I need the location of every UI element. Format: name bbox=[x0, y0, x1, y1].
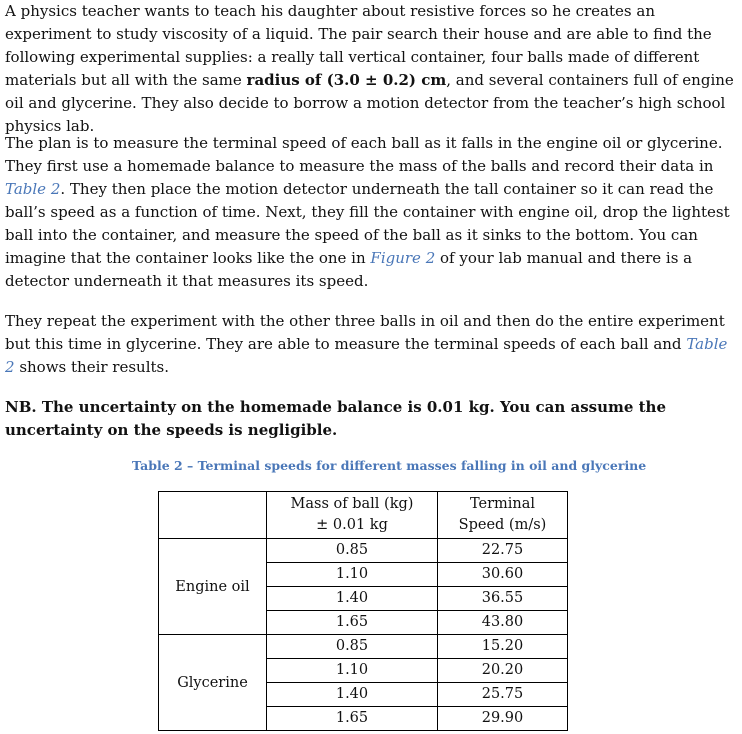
mass-cell: 1.10 bbox=[267, 659, 438, 683]
header-empty-cell bbox=[159, 492, 267, 539]
group-label-engine-oil: Engine oil bbox=[159, 539, 267, 635]
mass-cell: 1.65 bbox=[267, 611, 438, 635]
mass-cell: 1.40 bbox=[267, 683, 438, 707]
speed-cell: 29.90 bbox=[438, 707, 568, 731]
table-2-reference-link[interactable]: Table 2 bbox=[5, 335, 728, 376]
mass-cell: 0.85 bbox=[267, 539, 438, 563]
figure-2-reference-link[interactable]: Figure 2 bbox=[370, 249, 436, 267]
table-row bbox=[159, 635, 568, 659]
text-span: of your lab manual and there is a detector underneath it that measures its speed. bbox=[5, 249, 693, 290]
table-header-row bbox=[159, 492, 568, 539]
speed-cell: 20.20 bbox=[438, 659, 568, 683]
mass-cell: 1.40 bbox=[267, 587, 438, 611]
speed-cell: 15.20 bbox=[438, 635, 568, 659]
table-row bbox=[159, 539, 568, 563]
speed-cell: 25.75 bbox=[438, 683, 568, 707]
mass-cell: 1.65 bbox=[267, 707, 438, 731]
header-speed-label-2: Speed (m/s) bbox=[458, 517, 547, 533]
text-span: The plan is to measure the terminal speed of each ball as it falls in the engine oil or glycerine. They first use a homemade balance to measure the mass of the balls and record their data in bbox=[5, 134, 723, 175]
uncertainty-note: NB. The uncertainty on the homemade balance is 0.01 kg. You can assume the uncertainty on the speeds is negligible. bbox=[5, 398, 667, 439]
speed-cell: 43.80 bbox=[438, 611, 568, 635]
header-speed-cell bbox=[438, 492, 568, 539]
text-span: A physics teacher wants to teach his daughter about resistive forces so he creates an experiment to study viscosity of a liquid. The pair search their house and are able to find the following experimental supplies: a really tall vertical container, four balls made of different materials but all with the same bbox=[5, 2, 712, 89]
header-mass-cell bbox=[267, 492, 438, 539]
intro-paragraph bbox=[5, 0, 735, 138]
text-span: shows their results. bbox=[14, 358, 170, 376]
group-label-glycerine: Glycerine bbox=[159, 635, 267, 731]
text-span: . They then place the motion detector underneath the tall container so it can read the ball’s speed as a function of time. Next, they fill the container with engine oil, drop the lightest ball into the container, and measure the speed of the ball as it sinks to the bottom. You can imagine that the container looks like the one in bbox=[5, 180, 730, 267]
terminal-speed-table bbox=[158, 491, 568, 731]
radius-bold-text: radius of (3.0 ± 0.2) cm bbox=[246, 71, 447, 89]
table-2-reference-link[interactable]: Table 2 bbox=[5, 180, 61, 198]
mass-cell: 1.10 bbox=[267, 563, 438, 587]
speed-cell: 22.75 bbox=[438, 539, 568, 563]
procedure-paragraph bbox=[5, 132, 735, 293]
header-mass-label: Mass of ball (kg) bbox=[290, 496, 414, 512]
header-mass-uncertainty: ± 0.01 kg bbox=[316, 517, 388, 533]
text-span: , and several containers full of engine oil and glycerine. They also decide to borrow a motion detector from the teacher’s high school physics lab. bbox=[5, 71, 734, 135]
speed-cell: 36.55 bbox=[438, 587, 568, 611]
table-caption: Table 2 – Terminal speeds for different masses falling in oil and glycerine bbox=[132, 458, 647, 473]
header-speed-label-1: Terminal bbox=[469, 496, 536, 512]
text-span: They repeat the experiment with the other three balls in oil and then do the entire experiment but this time in glycerine. They are able to measure the terminal speeds of each ball and bbox=[5, 312, 725, 353]
speed-cell: 30.60 bbox=[438, 563, 568, 587]
repeat-paragraph bbox=[5, 310, 735, 379]
mass-cell: 0.85 bbox=[267, 635, 438, 659]
